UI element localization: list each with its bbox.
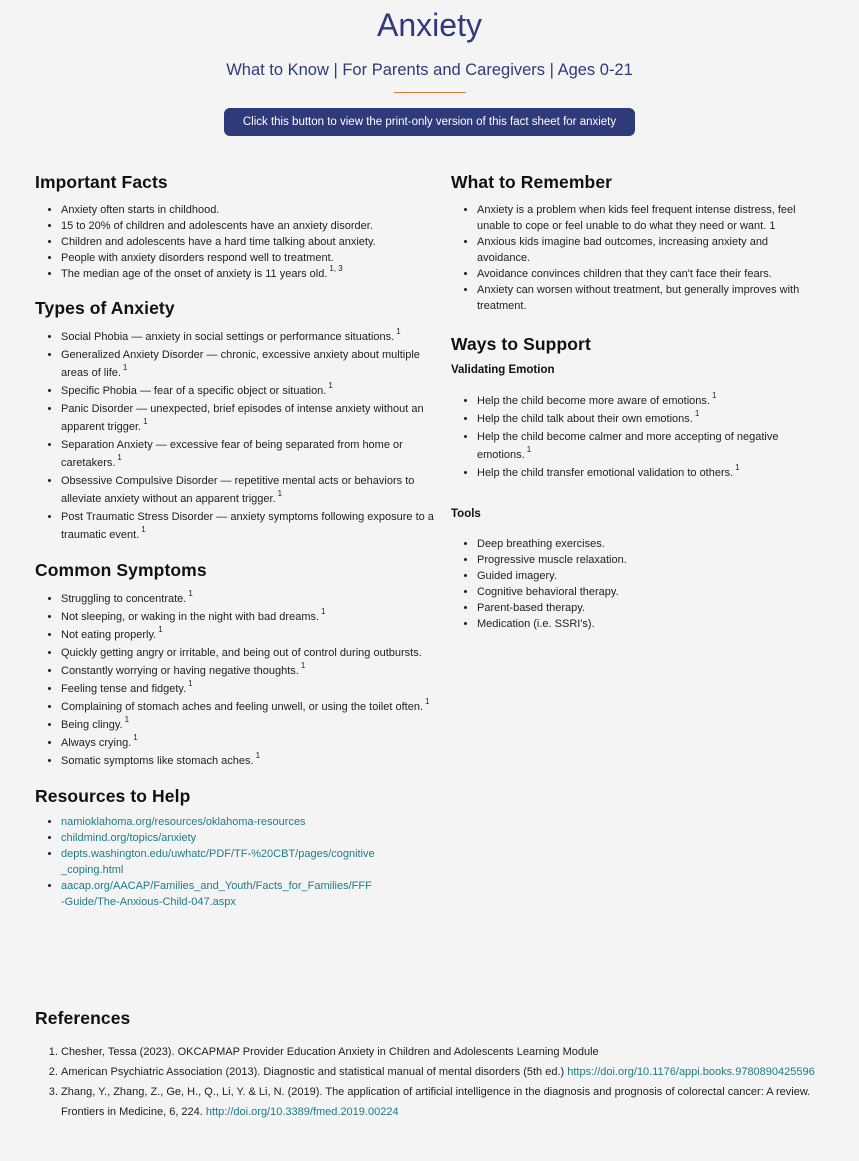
list-item xyxy=(61,644,435,662)
tools-list xyxy=(451,536,821,632)
list-item-text: Help the child become more aware of emotions. xyxy=(477,395,710,407)
important-facts-heading: Important Facts xyxy=(35,172,168,192)
list-item-text: Generalized Anxiety Disorder — chronic, excessive anxiety about multiple areas of life. xyxy=(61,349,420,379)
important-facts-section xyxy=(35,170,435,282)
reference-link[interactable]: https://doi.org/10.1176/appi.books.9780890425596 xyxy=(567,1066,815,1078)
list-item xyxy=(61,382,435,400)
support-heading: Ways to Support xyxy=(451,334,591,354)
references-heading: References xyxy=(35,1008,131,1028)
list-item-text: Not eating properly. xyxy=(61,629,157,641)
reference-item xyxy=(61,1062,835,1082)
left-column xyxy=(35,170,435,910)
citation-superscript: 1 xyxy=(124,715,130,724)
reference-item xyxy=(61,1042,835,1062)
resource-item xyxy=(61,878,375,910)
list-item xyxy=(477,428,821,464)
citation-superscript: 1 xyxy=(396,327,401,336)
tool-item: • Parent-based therapy. xyxy=(477,600,821,616)
resources-heading: Resources to Help xyxy=(35,786,191,806)
list-item xyxy=(61,436,435,472)
tool-item: • Progressive muscle relaxation. xyxy=(477,552,821,568)
citation-superscript: 1 xyxy=(122,363,128,372)
references-section xyxy=(35,1006,835,1122)
symptoms-heading: Common Symptoms xyxy=(35,560,207,580)
list-item-text: Anxiety is a problem when kids feel frequent intense distress, feel unable to cope or feel unable to do what they need or want. 1 xyxy=(477,204,796,232)
list-item xyxy=(477,234,821,266)
types-section xyxy=(35,296,435,544)
list-item-text: Help the child talk about their own emotions. xyxy=(477,413,693,425)
list-item-text: Help the child transfer emotional validation to others. xyxy=(477,467,734,479)
list-item xyxy=(477,282,821,314)
list-item-text: Not sleeping, or waking in the night with bad dreams. xyxy=(61,611,320,623)
list-item-text: Anxious kids imagine bad outcomes, increasing anxiety and avoidance. xyxy=(477,236,769,264)
list-item-text: Avoidance convinces children that they can't face their fears. xyxy=(477,268,772,280)
support-section xyxy=(451,332,821,632)
list-item xyxy=(61,680,435,698)
list-item-text: The median age of the onset of anxiety is 11 years old. xyxy=(61,268,328,280)
citation-superscript: 1 xyxy=(735,463,740,472)
resource-item xyxy=(61,814,375,830)
citation-superscript: 1 xyxy=(300,661,306,670)
list-item-text: Quickly getting angry or irritable, and being out of control during outbursts. xyxy=(61,647,422,659)
list-item-text: Always crying. xyxy=(61,737,132,749)
tool-item: • Cognitive behavioral therapy. xyxy=(477,584,821,600)
reference-item xyxy=(61,1082,835,1122)
list-item xyxy=(61,328,435,346)
list-item-text: 15 to 20% of children and adolescents have an anxiety disorder. xyxy=(61,220,373,232)
validating-emotion-list xyxy=(451,392,821,482)
remember-list xyxy=(451,202,821,314)
list-item-text: Post Traumatic Stress Disorder — anxiety symptoms following exposure to a traumatic event. xyxy=(61,511,434,541)
reference-text: American Psychiatric Association (2013). Diagnostic and statistical manual of mental disorders (5th ed.) xyxy=(61,1066,568,1078)
list-item-text: Constantly worrying or having negative thoughts. xyxy=(61,665,299,677)
list-item xyxy=(477,392,821,410)
validating-emotion-heading: Validating Emotion xyxy=(451,364,555,376)
resource-link[interactable]: depts.washington.edu/uwhatc/PDF/TF-%20CBT/pages/cognitive_coping.html xyxy=(61,848,375,876)
tool-item: • Deep breathing exercises. xyxy=(477,536,821,552)
citation-superscript: 1 xyxy=(188,679,193,688)
reference-text: Chesher, Tessa (2023). OKCAPMAP Provider Education Anxiety in Children and Adolescents Learning Module xyxy=(61,1046,599,1058)
remember-heading: What to Remember xyxy=(451,172,613,192)
list-item xyxy=(61,734,435,752)
citation-superscript: 1 xyxy=(711,391,717,400)
citation-superscript: 1 xyxy=(255,751,261,760)
list-item xyxy=(61,346,435,382)
symptoms-list xyxy=(35,590,435,770)
list-item xyxy=(61,508,435,544)
list-item xyxy=(61,218,435,234)
list-item-text: Feeling tense and fidgety. xyxy=(61,683,187,695)
resource-link[interactable]: namioklahoma.org/resources/oklahoma-resources xyxy=(61,816,306,828)
page-title: Anxiety xyxy=(377,7,482,43)
list-item-text: Panic Disorder — unexpected, brief episodes of intense anxiety without an apparent trigger. xyxy=(61,403,424,433)
remember-section xyxy=(451,170,821,314)
references-list xyxy=(35,1042,835,1122)
reference-link[interactable]: http://doi.org/10.3389/fmed.2019.00224 xyxy=(205,1106,399,1118)
citation-superscript: 1 xyxy=(277,489,283,498)
page-subtitle: What to Know | For Parents and Caregivers | Ages 0-21 xyxy=(226,61,633,79)
citation-superscript: 1 xyxy=(143,417,148,426)
list-item xyxy=(477,266,821,282)
citation-superscript: 1 xyxy=(141,525,146,534)
list-item-text: Social Phobia — anxiety in social settings or performance situations. xyxy=(61,331,395,343)
list-item-text: Obsessive Compulsive Disorder — repetitive mental acts or behaviors to alleviate anxiety without an apparent trigger. xyxy=(61,475,415,505)
list-item xyxy=(477,464,821,482)
resource-item xyxy=(61,846,375,878)
resources-list xyxy=(35,814,435,910)
important-facts-list xyxy=(35,202,435,282)
list-item-text: People with anxiety disorders respond well to treatment. xyxy=(61,252,334,264)
tool-item: • Guided imagery. xyxy=(477,568,821,584)
list-item xyxy=(61,752,435,770)
types-heading: Types of Anxiety xyxy=(35,298,175,318)
tools-heading: Tools xyxy=(451,508,481,520)
citation-superscript: 1 xyxy=(328,381,333,390)
reference-text: Zhang, Y., Zhang, Z., Ge, H., Q., Li, Y. & Li, N. (2019). The application of artificial intelligence in the diagnosis and prognosis of colorectal cancer: A review. Frontiers in Medicine, 6, 224. xyxy=(61,1086,811,1118)
citation-superscript: 1 xyxy=(133,733,138,742)
citation-superscript: 1 xyxy=(188,589,193,598)
title-divider xyxy=(394,92,466,93)
citation-superscript: 1, 3 xyxy=(329,264,343,273)
list-item xyxy=(61,234,435,250)
list-item-text: Anxiety often starts in childhood. xyxy=(61,204,220,216)
list-item-text: Anxiety can worsen without treatment, but generally improves with treatment. xyxy=(477,284,800,312)
page-header xyxy=(0,0,859,136)
resource-link[interactable]: childmind.org/topics/anxiety xyxy=(61,832,197,844)
list-item-text: Somatic symptoms like stomach aches. xyxy=(61,755,254,767)
list-item-text: Separation Anxiety — excessive fear of being separated from home or caretakers. xyxy=(61,439,403,469)
list-item xyxy=(61,716,435,734)
resource-link[interactable]: aacap.org/AACAP/Families_and_Youth/Facts_for_Families/FFF-Guide/The-Anxious-Child-047.aspx xyxy=(61,880,372,908)
resources-section xyxy=(35,784,435,910)
list-item xyxy=(61,266,435,282)
list-item-text: Complaining of stomach aches and feeling unwell, or using the toilet often. xyxy=(61,701,423,713)
print-version-button[interactable]: Click this button to view the print-only version of this fact sheet for anxiety xyxy=(224,108,635,136)
list-item-text: Being clingy. xyxy=(61,719,123,731)
citation-superscript: 1 xyxy=(117,453,122,462)
list-item xyxy=(61,608,435,626)
citation-superscript: 1 xyxy=(158,625,163,634)
list-item xyxy=(61,472,435,508)
citation-superscript: 1 xyxy=(526,445,532,454)
list-item-text: Specific Phobia — fear of a specific object or situation. xyxy=(61,385,327,397)
citation-superscript: 1 xyxy=(321,607,326,616)
list-item xyxy=(61,202,435,218)
list-item xyxy=(61,698,435,716)
citation-superscript: 1 xyxy=(425,697,430,706)
symptoms-section xyxy=(35,558,435,770)
list-item xyxy=(61,590,435,608)
resource-item xyxy=(61,830,375,846)
list-item xyxy=(61,626,435,644)
list-item xyxy=(61,662,435,680)
list-item xyxy=(477,410,821,428)
list-item-text: Help the child become calmer and more accepting of negative emotions. xyxy=(477,431,779,461)
list-item xyxy=(61,400,435,436)
list-item-text: Children and adolescents have a hard time talking about anxiety. xyxy=(61,236,376,248)
citation-superscript: 1 xyxy=(694,409,700,418)
list-item-text: Struggling to concentrate. xyxy=(61,593,187,605)
list-item xyxy=(61,250,435,266)
right-column xyxy=(451,170,821,632)
types-list xyxy=(35,328,435,544)
list-item xyxy=(477,202,821,234)
tool-item: • Medication (i.e. SSRI's). xyxy=(477,616,821,632)
